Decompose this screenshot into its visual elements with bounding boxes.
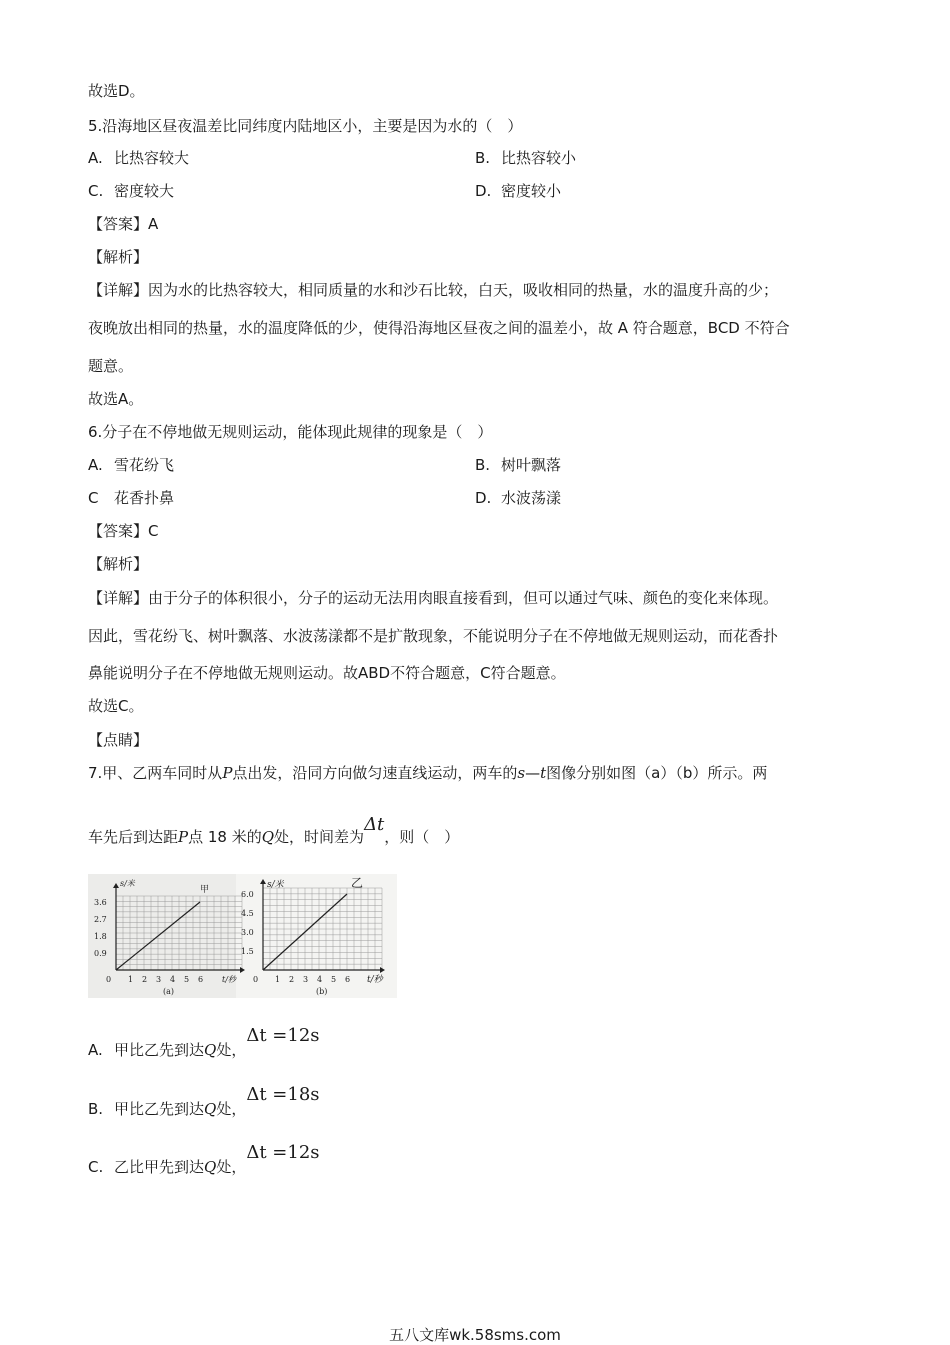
x-tick-label: 2 bbox=[289, 975, 295, 984]
option-label: B. bbox=[88, 1100, 104, 1118]
option-label: B. bbox=[475, 149, 491, 167]
x-tick-label: 3 bbox=[303, 975, 309, 984]
option-text: 处， bbox=[216, 1100, 247, 1118]
option-label: A. bbox=[88, 1041, 103, 1059]
point-p: P bbox=[178, 828, 189, 846]
option-text: 雪花纷飞 bbox=[114, 456, 175, 474]
y-tick-label: 3.0 bbox=[241, 928, 254, 937]
option-text: 花香扑鼻 bbox=[114, 489, 175, 507]
graph-a-y-arrow bbox=[113, 883, 119, 888]
option-text: 密度较大 bbox=[114, 182, 175, 200]
q6-detail-line-3: 鼻能说明分子在不停地做无规则运动。故ABD不符合题意，C符合题意。 bbox=[88, 664, 566, 682]
footer-watermark: 五八文库wk.58sms.com bbox=[389, 1326, 561, 1344]
x-tick-label: 1 bbox=[275, 975, 281, 984]
graph-b-series-name: 乙 bbox=[351, 876, 364, 890]
q6-option-c bbox=[88, 488, 174, 508]
q7-option-a bbox=[88, 1025, 320, 1060]
q7-option-b bbox=[88, 1084, 320, 1119]
option-label: D. bbox=[475, 489, 492, 507]
q6-detail-line-2: 因此，雪花纷飞、树叶飘落、水波荡漾都不是扩散现象，不能说明分子在不停地做无规则运动，而花香扑 bbox=[88, 627, 779, 645]
option-text: 水波荡漾 bbox=[501, 489, 562, 507]
option-text: 甲比乙先到达 bbox=[114, 1041, 205, 1059]
option-label: D. bbox=[475, 182, 492, 200]
x-tick-label: 0 bbox=[253, 975, 259, 984]
q7-option-c bbox=[88, 1142, 320, 1177]
q5-conclusion: 故选A。 bbox=[88, 390, 144, 408]
q6-option-b bbox=[475, 455, 561, 475]
x-tick-label: 0 bbox=[106, 975, 112, 984]
graph-b-caption: (b) bbox=[316, 987, 328, 996]
graph-a-caption: (a) bbox=[163, 987, 175, 996]
q5-analysis: 【解析】 bbox=[88, 248, 149, 266]
q5-stem: 5.沿海地区昼夜温差比同纬度内陆地区小，主要是因为水的（ ） bbox=[88, 117, 523, 135]
q5-detail-line-3: 题意。 bbox=[88, 357, 134, 375]
y-tick-label: 1.8 bbox=[94, 932, 107, 941]
q5-option-d bbox=[475, 181, 561, 201]
x-tick-label: 5 bbox=[184, 975, 190, 984]
graph-a-ticks bbox=[94, 898, 203, 984]
option-text: 比热容较大 bbox=[114, 149, 190, 167]
graph-b-y-label: s/米 bbox=[267, 880, 284, 890]
point-p: P bbox=[222, 764, 233, 782]
q5-detail-line-2: 夜晚放出相同的热量，水的温度降低的少，使得沿海地区昼夜之间的温差小，故 A 符合题意，BCD 不符合 bbox=[88, 319, 790, 337]
st-graph-figure bbox=[88, 874, 397, 998]
dash: — bbox=[525, 764, 541, 782]
point-q: Q bbox=[204, 1100, 217, 1118]
q7-stem-line-1 bbox=[88, 763, 767, 783]
x-tick-label: 2 bbox=[142, 975, 148, 984]
option-formula: Δt =18s bbox=[246, 1084, 320, 1105]
point-q: Q bbox=[261, 828, 275, 846]
stem-text: 点出发，沿同方向做匀速直线运动，两车的 bbox=[232, 764, 518, 782]
option-text: 甲比乙先到达 bbox=[114, 1100, 205, 1118]
y-tick-label: 3.6 bbox=[94, 898, 107, 907]
q6-answer: 【答案】C bbox=[88, 522, 159, 540]
option-text: 密度较小 bbox=[501, 182, 562, 200]
option-text: 处， bbox=[216, 1158, 247, 1176]
q6-stem: 6.分子在不停地做无规则运动，能体现此规律的现象是（ ） bbox=[88, 423, 493, 441]
point-q: Q bbox=[204, 1158, 217, 1176]
option-label: A. bbox=[88, 149, 103, 167]
option-label: C. bbox=[88, 182, 104, 200]
option-text: 处， bbox=[216, 1041, 247, 1059]
option-text: 比热容较小 bbox=[501, 149, 577, 167]
option-label: C. bbox=[88, 1158, 104, 1176]
q6-conclusion: 故选C。 bbox=[88, 697, 144, 715]
q6-analysis: 【解析】 bbox=[88, 555, 149, 573]
option-label: C bbox=[88, 489, 99, 507]
y-tick-label: 4.5 bbox=[241, 909, 254, 918]
stem-text: 点 18 米的 bbox=[188, 828, 262, 846]
x-tick-label: 4 bbox=[170, 975, 176, 984]
stem-text: 7.甲、乙两车同时从 bbox=[88, 764, 223, 782]
x-tick-label: 1 bbox=[128, 975, 134, 984]
var-t: t bbox=[540, 764, 547, 782]
point-q: Q bbox=[204, 1041, 217, 1059]
y-tick-label: 6.0 bbox=[241, 890, 254, 899]
option-text: 树叶飘落 bbox=[501, 456, 562, 474]
y-tick-label: 2.7 bbox=[94, 915, 107, 924]
y-tick-label: 0.9 bbox=[94, 949, 107, 958]
q5-option-b bbox=[475, 148, 576, 168]
stem-text: 处，时间差为 bbox=[274, 828, 365, 846]
q4-conclusion: 故选D。 bbox=[88, 82, 145, 100]
q6-detail-line-1: 【详解】由于分子的体积很小，分子的运动无法用肉眼直接看到，但可以通过气味、颜色的变化来体现。 bbox=[88, 589, 779, 607]
y-tick-label: 1.5 bbox=[241, 947, 254, 956]
stem-text: 图像分别如图（a）（b）所示。两 bbox=[546, 764, 768, 782]
q6-option-d bbox=[475, 488, 561, 508]
x-tick-label: 3 bbox=[156, 975, 162, 984]
graph-a-y-label: s/米 bbox=[120, 879, 135, 888]
q6-option-a bbox=[88, 455, 174, 475]
q7-stem-line-2 bbox=[88, 814, 460, 847]
graph-a-grid bbox=[116, 896, 242, 970]
delta-t: Δt bbox=[364, 814, 385, 835]
stem-text: 车先后到达距 bbox=[88, 828, 179, 846]
q5-option-c bbox=[88, 181, 174, 201]
graph-a-series-name: 甲 bbox=[200, 885, 210, 895]
option-label: A. bbox=[88, 456, 103, 474]
x-tick-label: 5 bbox=[331, 975, 337, 984]
q5-option-a bbox=[88, 148, 189, 168]
option-formula: Δt =12s bbox=[246, 1025, 320, 1046]
graph-b-x-label: t/秒 bbox=[367, 975, 383, 985]
option-text: 乙比甲先到达 bbox=[114, 1158, 205, 1176]
x-tick-label: 6 bbox=[198, 975, 204, 984]
option-label: B. bbox=[475, 456, 491, 474]
option-formula: Δt =12s bbox=[246, 1142, 320, 1163]
graph-a-x-label: t/秒 bbox=[222, 975, 236, 984]
q5-detail-line-1: 【详解】因为水的比热容较大，相同质量的水和沙石比较，白天，吸收相同的热量，水的温度升高的少； bbox=[88, 281, 779, 299]
st-graphs bbox=[88, 874, 397, 998]
stem-text: ，则（ ） bbox=[384, 828, 460, 846]
x-tick-label: 6 bbox=[345, 975, 351, 984]
q5-answer: 【答案】A bbox=[88, 215, 159, 233]
var-s: s bbox=[517, 764, 526, 782]
q6-comment: 【点睛】 bbox=[88, 731, 149, 749]
x-tick-label: 4 bbox=[317, 975, 323, 984]
